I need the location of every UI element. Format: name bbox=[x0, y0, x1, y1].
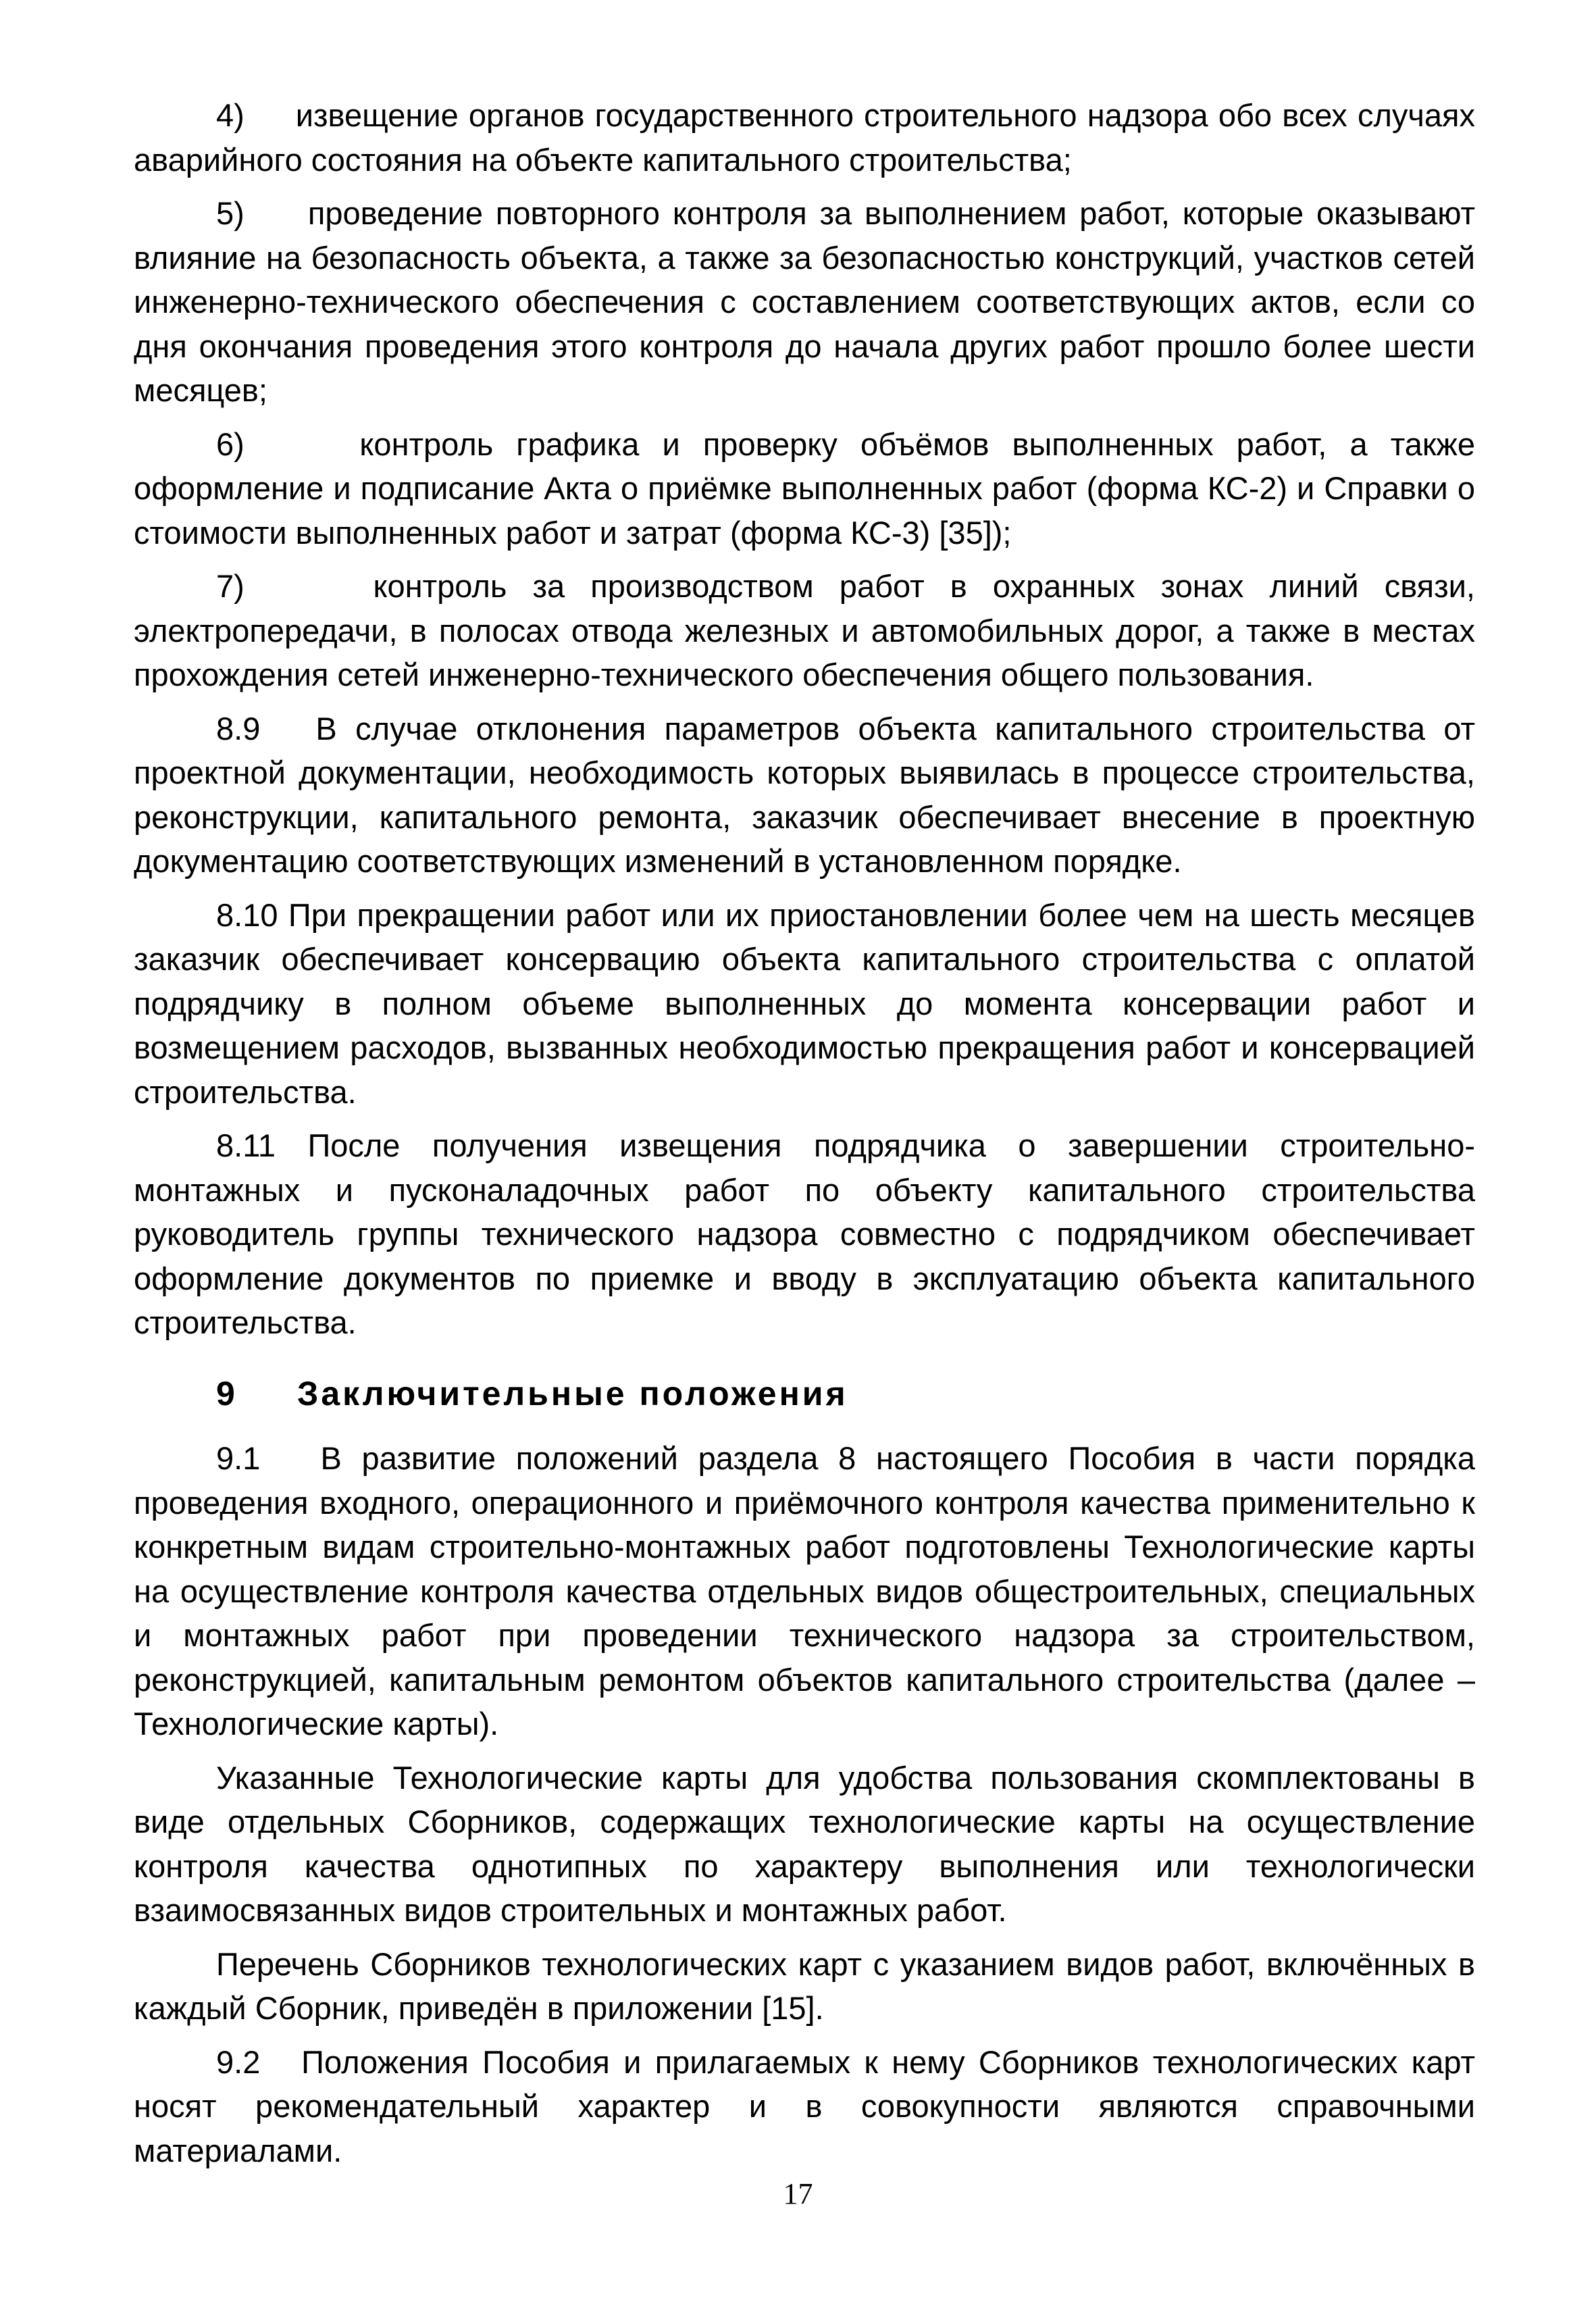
paragraph-list-of-collections: Перечень Сборников технологических карт с указанием видов работ, включённых в каждый Сборник, приведён в приложении [15]. bbox=[134, 1946, 1475, 2026]
clause-9-1: 9.1 В развитие положений раздела 8 настоящего Пособия в части порядка проведения входного, операционного и приёмочного контроля качества применительно к конкретным видам строительно-монтажных работ подготовлены Технологические карты на осуществление контроля качества отдельных видов общестроительных, специальных и монтажных работ при проведении технического надзора за строительством, реконструкцией, капитальным ремонтом объектов капитального строительства (далее – Технологические карты). bbox=[134, 1440, 1475, 1742]
section-heading bbox=[134, 1372, 1475, 1417]
list-item-6: 6) контроль графика и проверку объёмов выполненных работ, а также оформление и подписание Акта о приёмке выполненных работ (форма КС-2) и Справки о стоимости выполненных работ и затрат (форма КС-3) [35]); bbox=[134, 426, 1475, 551]
section-number: 9 bbox=[216, 1374, 235, 1413]
clause-8-10: 8.10 При прекращении работ или их приостановлении более чем на шесть месяцев заказчик обеспечивает консервацию объекта капитального строительства с оплатой подрядчику в полном объеме выполненных до момента консервации работ и возмещением расходов, вызванных необходимостью прекращения работ и консервацией строительства. bbox=[134, 896, 1475, 1110]
section-title: Заключительные положения bbox=[297, 1374, 848, 1413]
list-item-4: 4) извещение органов государственного строительного надзора обо всех случаях аварийного состояния на объекте капитального строительства; bbox=[134, 97, 1475, 178]
clause-8-11: 8.11 После получения извещения подрядчика о завершении строительно-монтажных и пусконаладочных работ по объекту капитального строительства руководитель группы технического надзора совместно с подрядчиком обеспечивает оформление документов по приемке и вводу в эксплуатацию объекта капитального строительства. bbox=[134, 1127, 1475, 1340]
list-item-7: 7) контроль за производством работ в охранных зонах линий связи, электропередачи, в полосах отвода железных и автомобильных дорог, а также в местах прохождения сетей инженерно-технического обеспечения общего пользования. bbox=[134, 568, 1475, 692]
page-number: 17 bbox=[783, 2177, 813, 2210]
clause-8-9: 8.9 В случае отклонения параметров объекта капитального строительства от проектной документации, необходимость которых выявилась в процессе строительства, реконструкции, капитального ремонта, заказчик обеспечивает внесение в проектную документацию соответствующих изменений в установленном порядке. bbox=[134, 710, 1475, 879]
clause-9-2: 9.2 Положения Пособия и прилагаемых к нему Сборников технологических карт носят рекомендательный характер и в совокупности являются справочными материалами. bbox=[134, 2043, 1475, 2168]
list-item-5: 5) проведение повторного контроля за выполнением работ, которые оказывают влияние на безопасность объекта, а также за безопасностью конструкций, участков сетей инженерно-технического обеспечения с составлением соответствующих актов, если со дня окончания проведения этого контроля до начала других работ прошло более шести месяцев; bbox=[134, 195, 1475, 408]
paragraph-tech-cards: Указанные Технологические карты для удобства пользования скомплектованы в виде отдельных Сборников, содержащих технологические карты на осуществление контроля качества однотипных по характеру выполнения или технологически взаимосвязанных видов строительных и монтажных работ. bbox=[134, 1759, 1475, 1928]
document-page bbox=[134, 93, 1475, 2182]
